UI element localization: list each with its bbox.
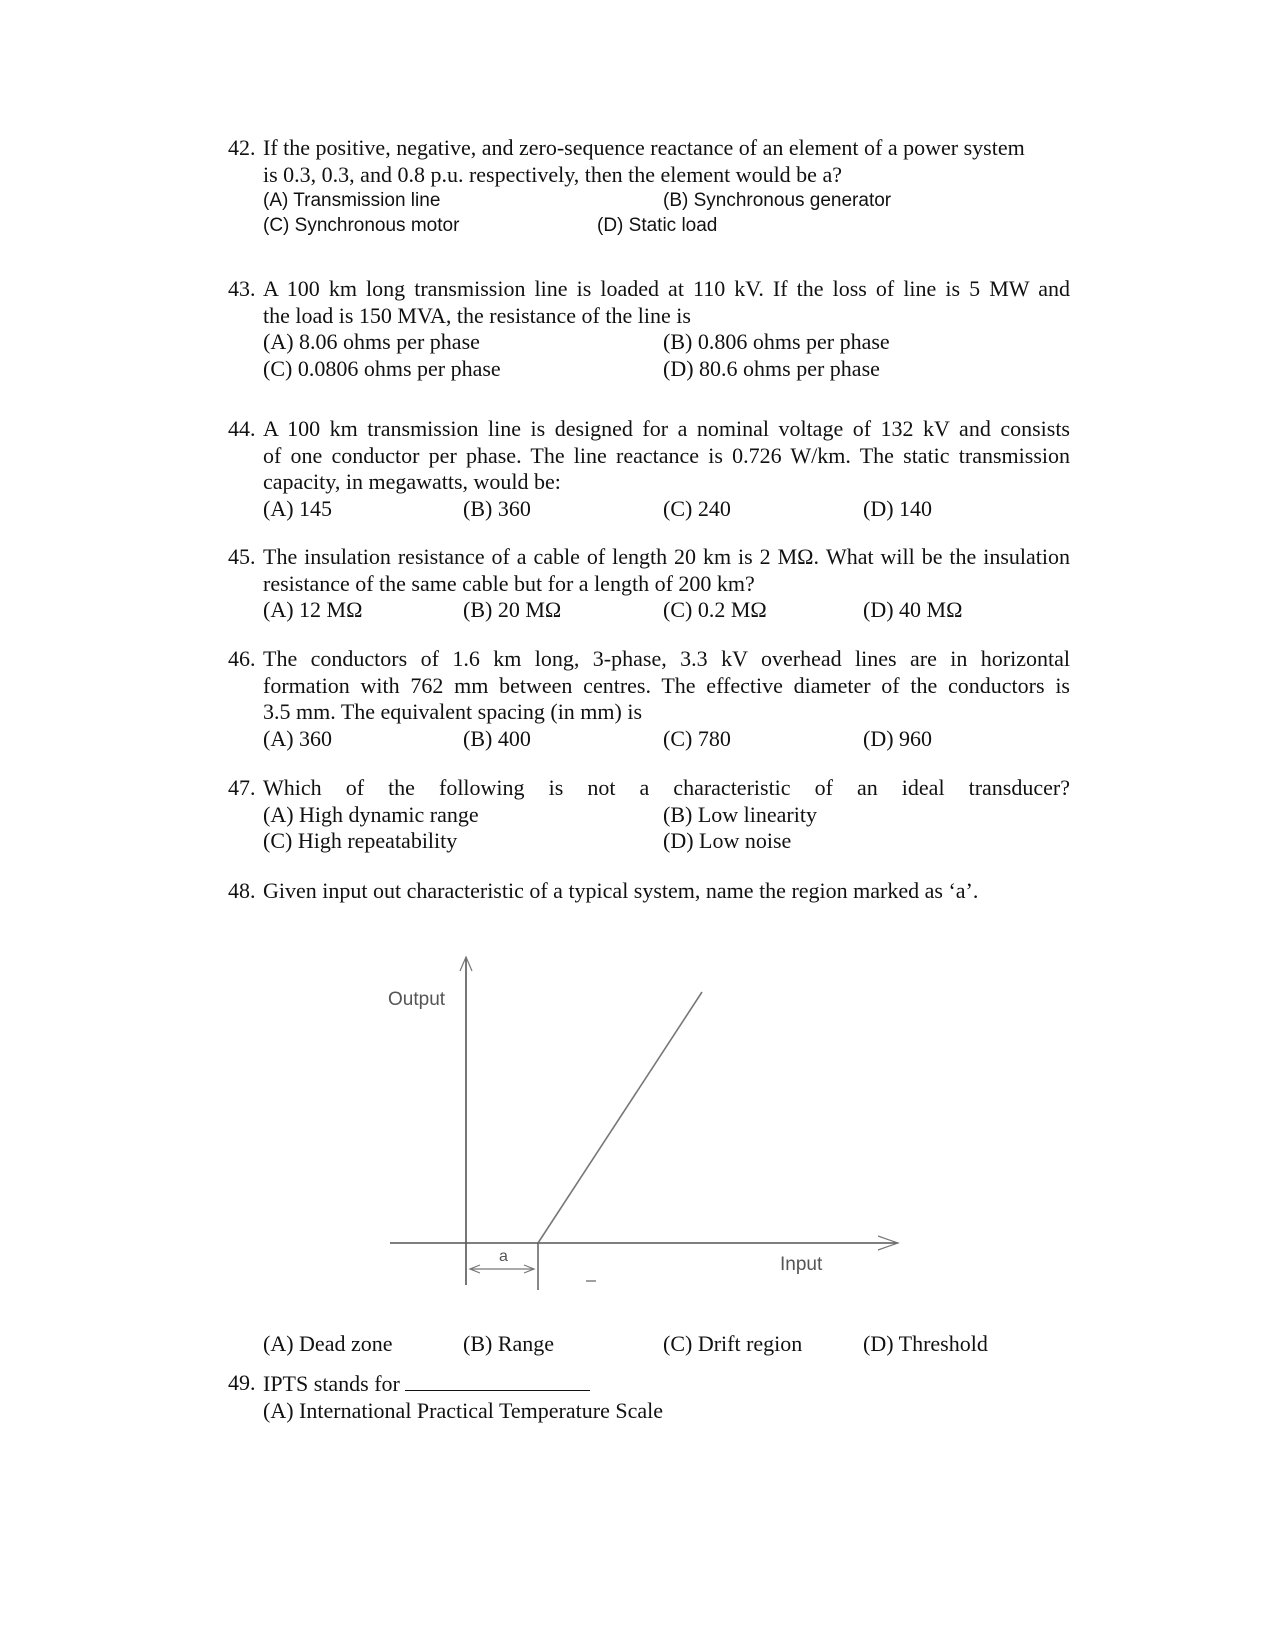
- question-49: [228, 1370, 1070, 1424]
- question-line: The insulation resistance of a cable of length 20 km is 2 MΩ. What will be the insulation: [263, 544, 1070, 569]
- question-text: [263, 775, 1070, 802]
- question-45: [228, 544, 1070, 624]
- option-row: [263, 1398, 1070, 1425]
- question-number: 49.: [228, 1370, 256, 1395]
- option-d: (D) 140: [863, 495, 933, 521]
- question-line: If the positive, negative, and zero-sequence reactance of an element of a power system: [263, 135, 1025, 160]
- question-42: [228, 135, 1070, 238]
- question-line: Which of the following is not a characteristic of an ideal transducer?: [263, 775, 1070, 800]
- option-row: [263, 802, 1070, 829]
- question-text: [263, 135, 1070, 188]
- option-row: [263, 1331, 1070, 1358]
- x-axis-label: Input: [780, 1254, 823, 1275]
- option-row: [263, 726, 1070, 753]
- option-row: [263, 496, 1070, 523]
- question-number: 44.: [228, 416, 256, 441]
- option-c: (C) 780: [663, 725, 731, 751]
- option-a: (A) 145: [263, 495, 333, 521]
- option-a: (A) 360: [263, 725, 333, 751]
- question-text: [263, 646, 1070, 726]
- option-a: (A) 8.06 ohms per phase: [263, 329, 480, 354]
- question-text: [263, 276, 1070, 329]
- question-line: The conductors of 1.6 km long, 3-phase, 3.3 kV overhead lines are in horizontal: [263, 646, 1070, 671]
- option-b: (B) 360: [463, 495, 531, 521]
- option-b: (B) 400: [463, 725, 531, 751]
- question-48: [228, 878, 1070, 905]
- option-a: (A) International Practical Temperature Scale: [263, 1397, 663, 1423]
- question-line: capacity, in megawatts, would be:: [263, 469, 561, 494]
- question-text: [263, 1370, 1070, 1398]
- question-line: resistance of the same cable but for a length of 200 km?: [263, 570, 755, 596]
- option-row: [263, 329, 1070, 356]
- option-row: [263, 188, 1070, 213]
- option-c: (C) Synchronous motor: [263, 215, 460, 236]
- option-d: (D) Static load: [597, 215, 718, 236]
- question-line: A 100 km long transmission line is loaded at 110 kV. If the loss of line is 5 MW and: [263, 276, 1070, 301]
- question-line: formation with 762 mm between centres. The effective diameter of the conductors is: [263, 672, 1070, 698]
- question-44: [228, 416, 1070, 522]
- option-c: (C) High repeatability: [263, 828, 458, 853]
- option-b: (B) Synchronous generator: [663, 190, 892, 211]
- question-number: 48.: [228, 878, 256, 903]
- option-d: (D) 40 MΩ: [863, 597, 963, 622]
- question-47: [228, 775, 1070, 855]
- option-row: [263, 213, 1070, 238]
- option-d: (D) 80.6 ohms per phase: [663, 355, 880, 381]
- option-b: (B) 20 MΩ: [463, 597, 562, 622]
- question-number: 47.: [228, 775, 256, 800]
- answer-blank: [405, 1370, 590, 1391]
- characteristic-line: [538, 992, 702, 1243]
- question-text: [263, 544, 1070, 597]
- option-a: (A) High dynamic range: [263, 801, 479, 827]
- question-line: Given input out characteristic of a typical system, name the region marked as ‘a’.: [263, 878, 979, 903]
- option-c: (C) 240: [663, 495, 731, 521]
- question-line: of one conductor per phase. The line reactance is 0.726 W/km. The static transmission: [263, 442, 1070, 468]
- option-d: (D) 960: [863, 725, 933, 751]
- question-number: 45.: [228, 544, 256, 569]
- question-48-options: [228, 1331, 1070, 1358]
- question-line: IPTS stands for: [263, 1371, 400, 1396]
- question-number: 46.: [228, 646, 256, 671]
- option-a: (A) Transmission line: [263, 190, 441, 211]
- question-43: [228, 276, 1070, 382]
- question-46: [228, 646, 1070, 752]
- y-axis-label: Output: [388, 989, 446, 1010]
- option-c: (C) 0.0806 ohms per phase: [263, 355, 501, 381]
- question-number: 43.: [228, 276, 256, 301]
- question-number: 42.: [228, 135, 256, 160]
- question-text: [263, 878, 1070, 905]
- option-a: (A) Dead zone: [263, 1331, 393, 1356]
- option-d: (D) Threshold: [863, 1331, 988, 1356]
- question-line: A 100 km transmission line is designed for a nominal voltage of 132 kV and consists: [263, 416, 1070, 441]
- option-b: (B) Range: [463, 1331, 555, 1356]
- option-b: (B) 0.806 ohms per phase: [663, 329, 890, 354]
- option-row: [263, 597, 1070, 624]
- option-b: (B) Low linearity: [663, 801, 817, 827]
- option-d: (D) Low noise: [663, 828, 792, 853]
- option-c: (C) 0.2 MΩ: [663, 597, 767, 622]
- question-text: [263, 416, 1070, 496]
- option-row: [263, 828, 1070, 855]
- option-a: (A) 12 MΩ: [263, 597, 363, 622]
- question-line: the load is 150 MVA, the resistance of the line is: [263, 302, 691, 328]
- question-line: 3.5 mm. The equivalent spacing (in mm) is: [263, 699, 643, 724]
- option-c: (C) Drift region: [663, 1331, 803, 1356]
- question-line: is 0.3, 0.3, and 0.8 p.u. respectively, then the element would be a?: [263, 161, 842, 187]
- region-label: a: [499, 1248, 508, 1265]
- option-row: [263, 356, 1070, 383]
- input-output-characteristic-figure: [380, 945, 920, 1315]
